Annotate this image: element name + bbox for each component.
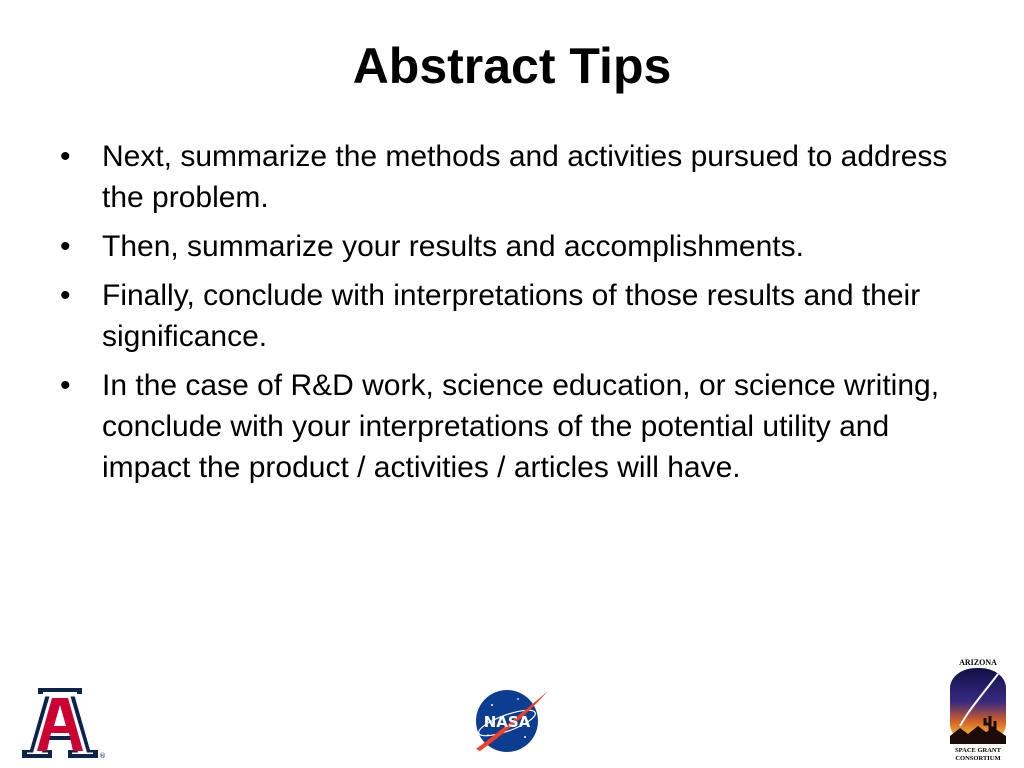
nasa-logo-icon xyxy=(470,685,550,755)
bullet-marker: • xyxy=(60,369,71,402)
bullet-item xyxy=(56,365,976,488)
bullet-marker: • xyxy=(60,230,71,263)
slide-title: Abstract Tips xyxy=(352,38,672,94)
registered-mark: ® xyxy=(99,752,106,760)
bullet-item xyxy=(56,275,976,357)
bullet-item xyxy=(56,226,976,267)
university-of-arizona-logo-icon xyxy=(20,688,106,760)
bullet-text: In the case of R&D work, science education, or science writing, conclude with your interpretations of the potential utility and impact the product / activities / articles will have. xyxy=(102,369,940,484)
nasa-wordmark: NASA xyxy=(483,713,531,731)
bullet-text: Finally, conclude with interpretations of those results and their significance. xyxy=(102,279,921,353)
bullet-marker: • xyxy=(60,140,71,173)
arizona-space-grant-logo-icon xyxy=(946,656,1010,762)
bullet-marker: • xyxy=(60,279,71,312)
azsgc-bottom-line2: CONSORTIUM xyxy=(955,755,1001,762)
bullet-text: Next, summarize the methods and activities pursued to address the problem. xyxy=(102,140,948,214)
bullet-list xyxy=(56,136,976,496)
bullet-text: Then, summarize your results and accomplishments. xyxy=(102,230,804,263)
azsgc-top-text: ARIZONA xyxy=(959,658,997,667)
bullet-item xyxy=(56,136,976,218)
azsgc-bottom-line1: SPACE GRANT xyxy=(955,747,1001,754)
